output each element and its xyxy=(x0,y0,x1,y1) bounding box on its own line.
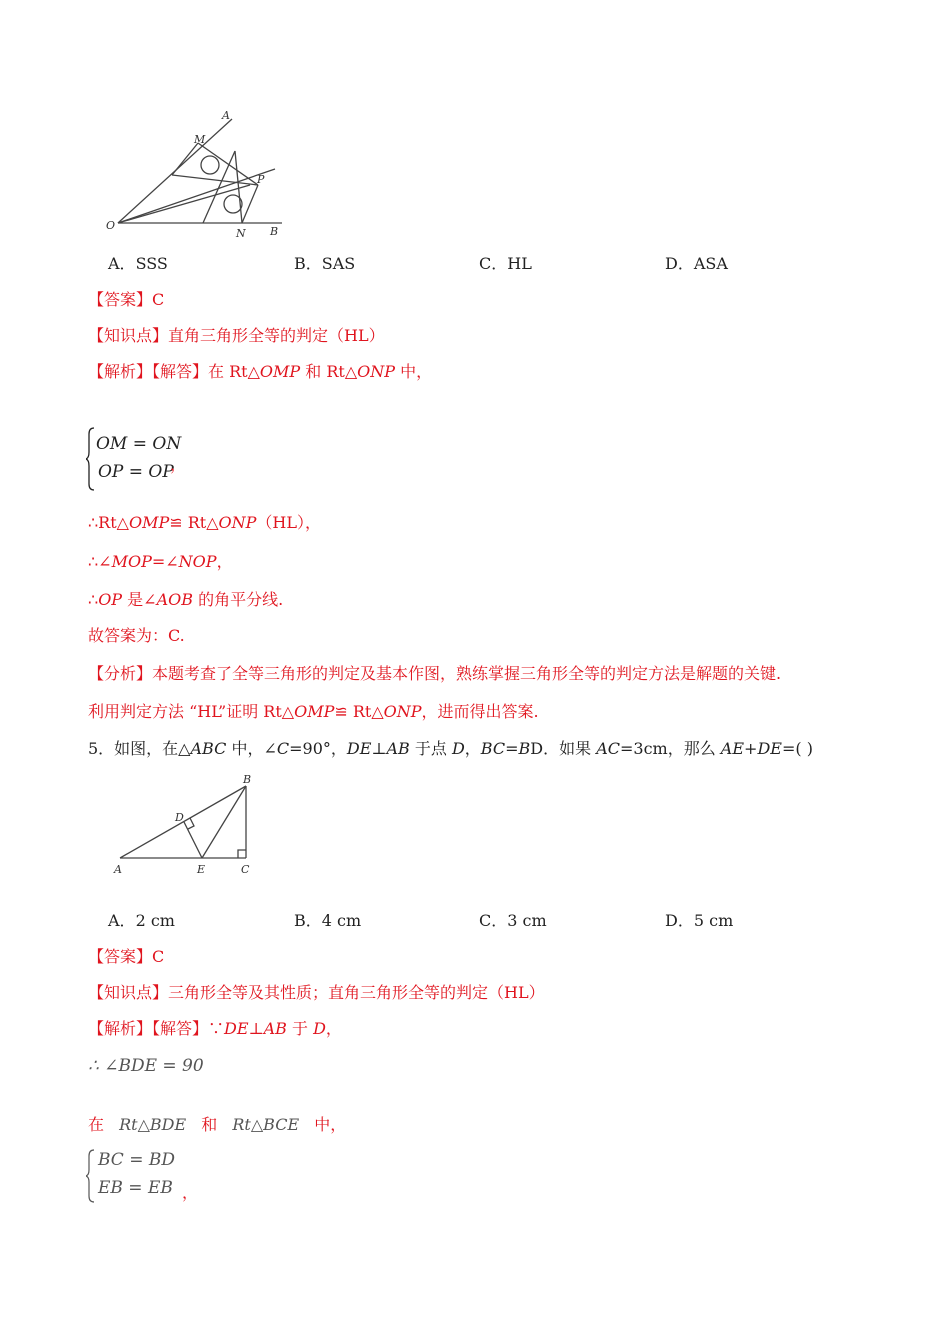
tri-name: Rt△BDE xyxy=(119,1115,187,1134)
option-text: ASA xyxy=(693,254,728,273)
label-b: B xyxy=(243,773,252,786)
line-np xyxy=(242,185,258,223)
var: DE xyxy=(757,739,782,758)
angle-name: AOB xyxy=(156,590,194,609)
q5-option-c[interactable] xyxy=(479,910,547,932)
answer-value: C xyxy=(152,947,165,966)
label-n: N xyxy=(236,227,246,240)
text: + xyxy=(744,739,758,758)
q4-answer xyxy=(88,289,164,311)
segment-name: OP xyxy=(98,590,123,609)
text: ．如果 xyxy=(543,739,597,758)
figure-right-triangle xyxy=(108,770,268,880)
label-c: C xyxy=(241,863,250,876)
option-key: B． xyxy=(294,254,322,273)
analysis-tag: 【解析】【解答】 xyxy=(88,1019,209,1038)
text: ≌ Rt xyxy=(334,702,372,721)
var: C xyxy=(276,739,290,758)
q4-analysis-intro xyxy=(88,361,432,383)
text: 利用判定方法 “HL”证明 Rt xyxy=(88,702,282,721)
angle-name: NOP xyxy=(178,552,217,571)
text: 在 Rt xyxy=(208,362,248,381)
text: ∴ xyxy=(88,590,99,609)
var: DE xyxy=(346,739,372,758)
knowledge-tag: 【知识点】 xyxy=(88,983,169,1002)
text: =3cm，那么 xyxy=(619,739,721,758)
q5-analysis-intro xyxy=(88,1018,342,1040)
brace-icon xyxy=(86,426,96,492)
tri-name: ONP xyxy=(357,362,396,381)
tri-name: OMP xyxy=(259,362,301,381)
text: ∵ xyxy=(208,1019,225,1038)
analysis-tag: 【解析】【解答】 xyxy=(88,362,209,381)
segment-o-to-line xyxy=(118,185,250,223)
text: （HL）， xyxy=(256,513,321,532)
brace-icon xyxy=(86,1148,96,1204)
text: 和 xyxy=(201,1115,218,1134)
knowledge-tag: 【知识点】 xyxy=(88,326,169,345)
var: AB xyxy=(386,739,410,758)
set-square-hole-2 xyxy=(224,195,242,213)
q4-conclusion: 故答案为：C. xyxy=(88,626,185,645)
text: 在 xyxy=(88,1115,105,1134)
figure-angle-bisector xyxy=(100,105,300,245)
q5-stem xyxy=(88,738,813,760)
option-text: 5 cm xyxy=(693,911,734,930)
option-key: D． xyxy=(665,911,694,930)
tri-name: ONP xyxy=(218,513,257,532)
q4-option-d[interactable] xyxy=(665,253,728,275)
text: ， xyxy=(464,739,481,758)
knowledge-text: 直角三角形全等的判定（HL） xyxy=(168,326,385,345)
tri-name: OMP xyxy=(128,513,170,532)
q5-answer xyxy=(88,946,164,968)
var: ABC xyxy=(190,739,227,758)
text: ， xyxy=(216,552,233,571)
q4-knowledge xyxy=(88,325,385,347)
var: BC xyxy=(480,739,506,758)
text: ⊥ xyxy=(371,739,387,758)
answer-tag: 【答案】 xyxy=(88,947,153,966)
right-angle-d xyxy=(188,818,194,829)
angle-name: MOP xyxy=(111,552,152,571)
option-key: A． xyxy=(108,911,136,930)
triangle1-edge xyxy=(172,143,198,175)
text: =( ) xyxy=(781,739,813,758)
text: ∴∠ xyxy=(88,552,112,571)
option-key: D． xyxy=(665,254,694,273)
text: 5．如图，在△ xyxy=(88,739,191,758)
q4-step-3 xyxy=(88,589,283,611)
q4-option-a[interactable] xyxy=(108,253,168,275)
option-text: 3 cm xyxy=(507,911,547,930)
segment-de xyxy=(184,822,202,858)
option-key: A． xyxy=(108,254,136,273)
text: 和 Rt xyxy=(300,362,345,381)
system-row-1: OM = ON xyxy=(96,434,182,454)
segment-eb xyxy=(202,786,246,858)
option-text: SAS xyxy=(321,254,356,273)
system-row-2: EB = EB xyxy=(98,1178,173,1198)
var: AC xyxy=(596,739,620,758)
triangle-icon: △ xyxy=(281,702,295,721)
tri-name: Rt△BCE xyxy=(232,1115,300,1134)
label-a: A xyxy=(222,109,230,122)
option-text: SSS xyxy=(135,254,168,273)
text: 中， xyxy=(314,1115,347,1134)
knowledge-text: 三角形全等及其性质；直角三角形全等的判定（HL） xyxy=(168,983,545,1002)
triangle-icon: △ xyxy=(371,702,384,721)
option-key: C． xyxy=(479,911,508,930)
label-d: D xyxy=(175,811,184,824)
q5-equation-system xyxy=(86,1148,199,1204)
text: ≌ Rt xyxy=(169,513,207,532)
set-square-hole-1 xyxy=(201,156,219,174)
q5-therefore-line: ∴ ∠BDE = 90 xyxy=(88,1056,204,1076)
text: 中，∠ xyxy=(226,739,277,758)
text: 本题考查了全等三角形的判定及基本作图，熟练掌握三角形全等的判定方法是解题的关键. xyxy=(152,664,782,683)
var: AE xyxy=(720,739,745,758)
var: D xyxy=(530,739,544,758)
text: = xyxy=(505,739,519,758)
ray-op xyxy=(118,169,275,223)
option-key: B． xyxy=(294,911,322,930)
text: 的角平分线. xyxy=(193,590,284,609)
option-text: 4 cm xyxy=(321,911,362,930)
text: 是∠ xyxy=(122,590,157,609)
var: D xyxy=(313,1019,326,1038)
label-e: E xyxy=(197,863,206,876)
triangle-icon: △ xyxy=(344,362,358,381)
label-o: O xyxy=(106,219,116,232)
option-key: C． xyxy=(479,254,508,273)
q5-option-a[interactable] xyxy=(108,910,175,932)
system-comma: ， xyxy=(170,455,187,474)
q5-option-b[interactable] xyxy=(294,910,361,932)
var: B xyxy=(518,739,531,758)
q4-option-c[interactable] xyxy=(479,253,532,275)
right-angle-c xyxy=(238,850,246,858)
text: =90°， xyxy=(289,739,347,758)
q4-step-1 xyxy=(88,512,321,534)
q5-in-line xyxy=(88,1114,346,1136)
var: AB xyxy=(263,1019,287,1038)
text: ， xyxy=(325,1019,342,1038)
text: ⊥ xyxy=(248,1019,264,1038)
option-text: 2 cm xyxy=(135,911,175,930)
q4-step-2 xyxy=(88,551,233,573)
var: DE xyxy=(224,1019,249,1038)
answer-value: C xyxy=(152,290,165,309)
text: ∴Rt xyxy=(88,513,117,532)
label-b: B xyxy=(270,225,279,238)
q5-option-d[interactable] xyxy=(665,910,733,932)
text: ，进而得出答案. xyxy=(421,702,539,721)
q4-fenxi-line-2 xyxy=(88,701,539,723)
var: D xyxy=(451,739,465,758)
tri-name: ONP xyxy=(383,702,422,721)
q5-knowledge xyxy=(88,982,545,1004)
q4-fenxi-line-1 xyxy=(88,663,781,685)
answer-tag: 【答案】 xyxy=(88,290,153,309)
system-row-1: BC = BD xyxy=(98,1150,175,1170)
triangle-icon: △ xyxy=(206,513,219,532)
text: 于 xyxy=(286,1019,314,1038)
label-m: M xyxy=(194,133,206,146)
triangle-icon: △ xyxy=(247,362,260,381)
triangle-icon: △ xyxy=(116,513,129,532)
label-p: P xyxy=(257,173,265,186)
system-comma: ， xyxy=(182,1183,199,1202)
tri-name: OMP xyxy=(294,702,335,721)
option-text: HL xyxy=(507,254,532,273)
text: 中， xyxy=(395,362,433,381)
text: =∠ xyxy=(151,552,179,571)
system-row-2: OP = OP xyxy=(98,462,174,482)
fenxi-tag: 【分析】 xyxy=(88,664,153,683)
label-a: A xyxy=(114,863,122,876)
text: 于点 xyxy=(409,739,452,758)
q4-option-b[interactable] xyxy=(294,253,355,275)
